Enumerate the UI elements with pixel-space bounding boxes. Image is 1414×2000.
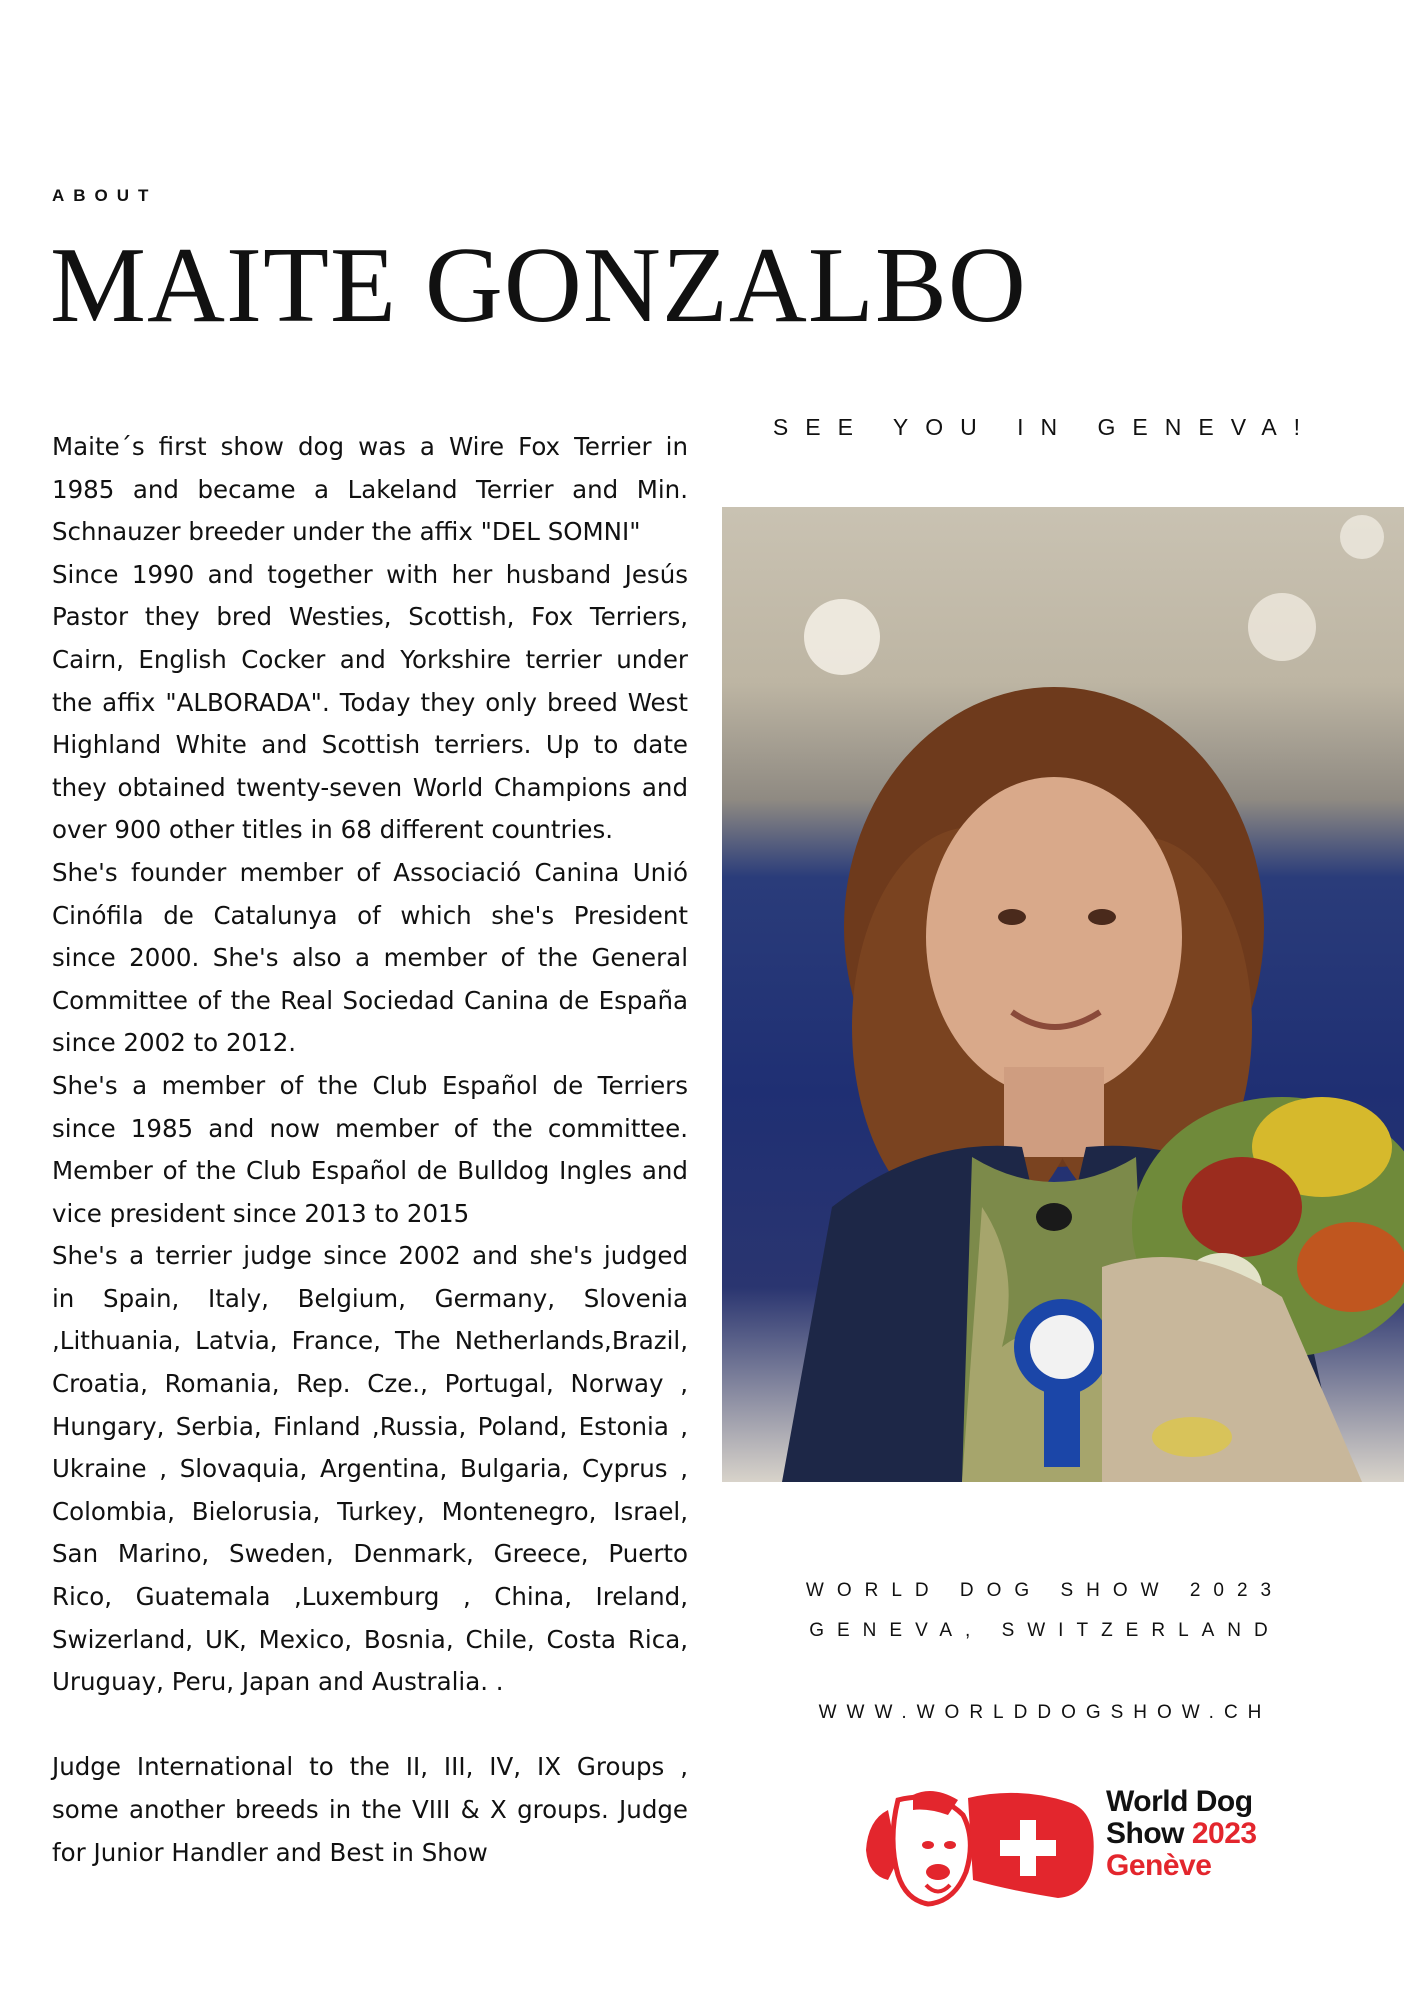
logo-show-word: Show (1106, 1817, 1184, 1850)
bio-paragraph: Judge International to the II, III, IV, IX Groups , some another breeds in the VIII & X groups. Judge for Junior Handler and Best in Show (52, 1752, 688, 1867)
portrait-illustration (722, 507, 1404, 1482)
logo-line-3: Genève (1106, 1849, 1212, 1882)
logo-line-1: World Dog (1106, 1785, 1253, 1818)
bio-paragraph: She's a terrier judge since 2002 and she's judged in Spain, Italy, Belgium, Germany, Slovenia ,Lithuania, Latvia, France, The Netherlands,Brazil, Croatia, Romania, Rep. Cze., Portugal, Norway , Hungary, Serbia, Finland ,Russia, Poland, Estonia , Ukraine , Slovaquia, Argentina, Bulgaria, Cyprus , Colombia, Bielorusia, Turkey, Montenegro, Israel, San Marino, Sweden, Denmark, Greece, Puerto Rico, Guatemala ,Luxemburg , China, Ireland, Swizerland, UK, Mexico, Bosnia, Chile, Costa Rica, Uruguay, Peru, Japan and Australia. . (52, 1241, 688, 1697)
bio-paragraph: She's founder member of Associació Canina Unió Cinófila de Catalunya of which she's President since 2000. She's also a member of the General Committee of the Real Sociedad Canina de España since 2002 to 2012. (52, 857, 688, 1058)
tagline: SEE YOU IN GENEVA! (772, 414, 1318, 440)
event-title: WORLD DOG SHOW 2023 (805, 1580, 1285, 1601)
logo-wordmark (1106, 1786, 1257, 1882)
bio-paragraph: Since 1990 and together with her husband Jesús Pastor they bred Westies, Scottish, Fox Terriers, Cairn, English Cocker and Yorkshire terrier under the affix "ALBORADA". Today they only breed West Highland White and Scottish terriers. Up to date they obtained twenty-seven World Champions and over 900 other titles in 68 different countries. (52, 559, 688, 845)
website-link[interactable]: WWW.WORLDDOGSHOW.CH (818, 1702, 1272, 1723)
event-location: GENEVA, SWITZERLAND (809, 1620, 1281, 1641)
section-label: ABOUT (52, 186, 158, 205)
page-title: MAITE GONZALBO (50, 226, 1027, 345)
bio-paragraph: Maite´s first show dog was a Wire Fox Terrier in 1985 and became a Lakeland Terrier and Min. Schnauzer breeder under the affix "DEL SOMNI" (52, 432, 688, 547)
biography (52, 426, 688, 1874)
portrait-photo (722, 507, 1404, 1482)
paragraph-spacer (52, 1704, 688, 1747)
logo-line-2 (1106, 1818, 1257, 1850)
logo-year: 2023 (1191, 1817, 1257, 1850)
bio-paragraph: She's a member of the Club Español de Terriers since 1985 and now member of the committee. Member of the Club Español de Bulldog Ingles and vice president since 2013 to 2015 (52, 1070, 688, 1228)
